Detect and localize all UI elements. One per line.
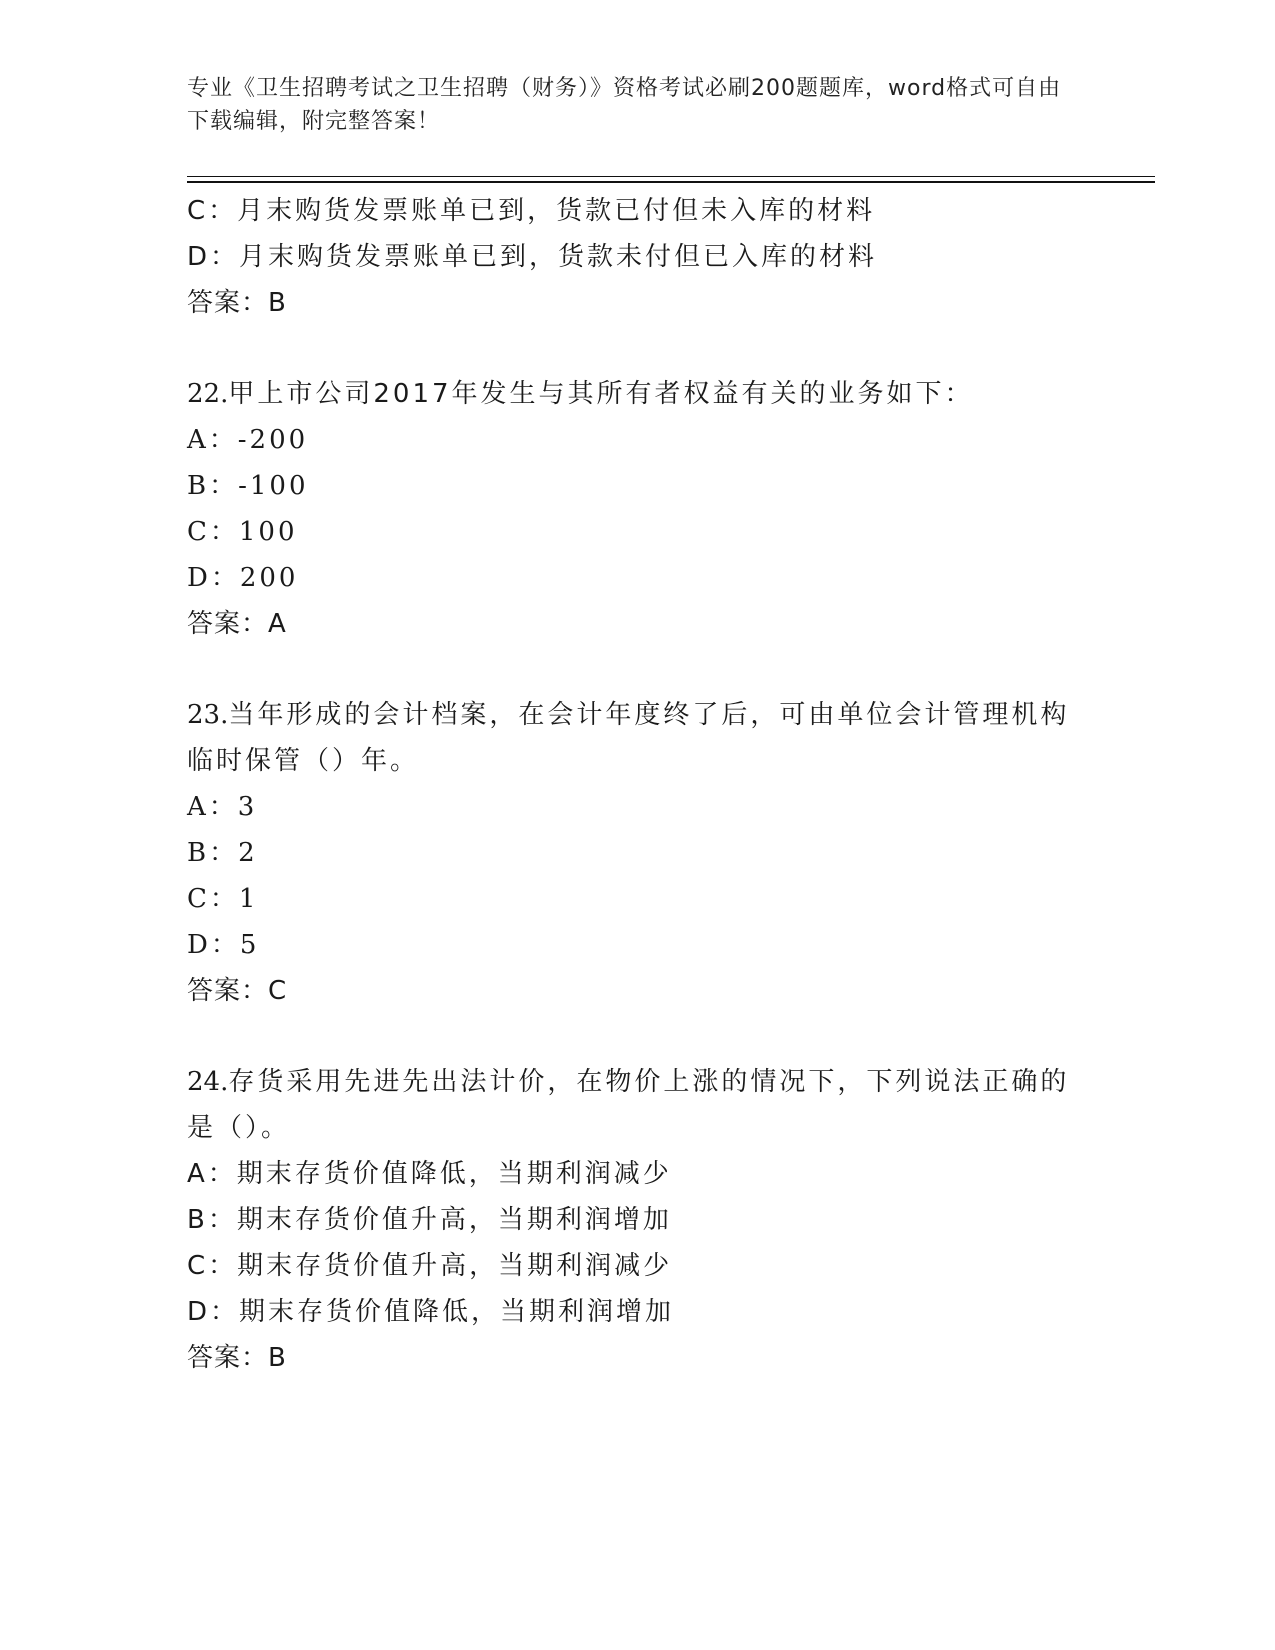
option-b: B：2 [187,838,258,868]
question-number: 24. [187,1067,229,1097]
question-number: 22. [187,379,229,409]
question-stem: 当年形成的会计档案，在会计年度终了后，可由单位会计管理机构临时保管（）年。 [187,700,1070,776]
answer-line: 答案：C [187,976,288,1006]
option-c: C：月末购货发票账单已到，货款已付但未入库的材料 [187,196,876,226]
question-stem: 存货采用先进先出法计价，在物价上涨的情况下，下列说法正确的是（）。 [187,1067,1070,1143]
spacer [187,326,1087,371]
document-header: 专业《卫生招聘考试之卫生招聘（财务）》资格考试必刷200题题库，word格式可自由下载编辑，附完整答案！ [187,76,1062,134]
option-d: D：200 [187,563,299,593]
spacer [187,1014,1087,1059]
answer-line: 答案：B [187,1343,287,1373]
question-block-23 [187,692,1087,1014]
question-list [187,188,1087,1381]
option-a: A：期末存货价值降低，当期利润减少 [187,1159,672,1189]
option-c: C：100 [187,517,298,547]
question-block-24 [187,1059,1087,1381]
option-c: C：期末存货价值升高，当期利润减少 [187,1251,673,1281]
option-b: B：-100 [187,471,309,501]
option-d: D：月末购货发票账单已到，货款未付但已入库的材料 [187,242,878,272]
header-divider-thick [187,181,1155,183]
option-a: A：-200 [187,425,309,455]
question-block-21 [187,188,1087,326]
answer-line: 答案：B [187,288,287,318]
question-stem: 甲上市公司2017年发生与其所有者权益有关的业务如下： [228,379,974,409]
option-c: C：1 [187,884,259,914]
question-number: 23. [187,700,229,730]
spacer [187,647,1087,692]
option-d: D：期末存货价值降低，当期利润增加 [187,1297,675,1327]
option-a: A：3 [187,792,258,822]
question-block-22 [187,371,1087,647]
question-text [187,1059,1077,1151]
question-text [187,692,1077,784]
option-d: D：5 [187,930,260,960]
option-b: B：期末存货价值升高，当期利润增加 [187,1205,672,1235]
question-text [187,371,1077,417]
header-divider-thin [187,176,1155,177]
answer-line: 答案：A [187,609,287,639]
